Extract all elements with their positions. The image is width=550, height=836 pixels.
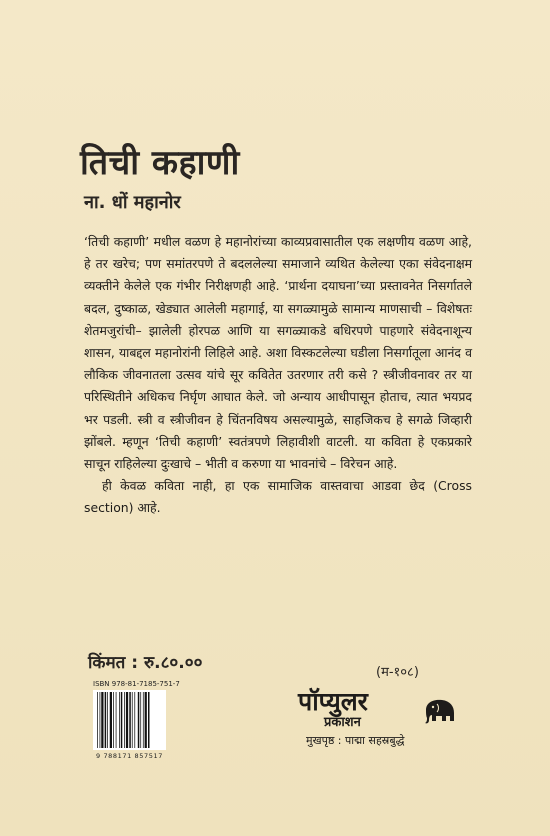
- catalog-code: (म-१०८): [376, 665, 419, 680]
- barcode: [93, 690, 166, 750]
- elephant-icon: [420, 696, 458, 726]
- cover-credit: मुखपृष्ठ : पाद्मा सहस्रबुद्धे: [306, 734, 405, 747]
- publisher-logo: [298, 684, 463, 728]
- book-title: तिची कहाणी: [80, 143, 240, 183]
- publisher-sub: प्रकाशन: [324, 715, 361, 730]
- barcode-bars: [96, 692, 163, 748]
- isbn: ISBN 978-81-7185-751-7: [93, 680, 180, 688]
- price-label: किंमत :: [88, 653, 139, 673]
- blurb-paragraph-2: ही केवळ कविता नाही, हा एक सामाजिक वास्तवाचा आडवा छेद (Cross section) आहे.: [84, 478, 472, 516]
- barcode-number: 9 788171 857517: [96, 752, 163, 760]
- book-author: ना. धों महानोर: [84, 192, 181, 213]
- price-value: रु.८०.००: [143, 653, 203, 673]
- blurb-paragraph-1: ‘तिची कहाणी’ मधील वळण हे महानोरांच्या काव्यप्रवासातील एक लक्षणीय वळण आहे, हे तर खरेच; पण समांतरपणे ते बदललेल्या समाजाने व्यथित केलेल्या एका संवेदनाक्षम व्यक्तीने केलेले एक गंभीर निरीक्षणही आहे. ‘प्रार्थना दयाघना’च्या प्रस्तावनेत निसर्गातले बदल, दुष्काळ, खेड्यात आलेली महागाई, या सगळ्यामुळे सामान्य माणसाची – विशेषतः शेतमजुरांची– झालेली होरपळ आणि या सगळ्याकडे बधिरपणे पाहणारे संवेदनाशून्य शासन, याबद्दल महानोरांनी लिहिले आहे. अशा विस्कटलेल्या घडीला निसर्गातूला आनंद व लौकिक जीवनातला उत्सव यांचे सूर कवितेत उतरणार तरी कसे ? स्त्रीजीवनावर तर या परिस्थितीने अधिकच निर्घृण आघात केले. जो अन्याय आधीपासून होताच, त्यात भयप्रद भर पडली. स्त्री व स्त्रीजीवन हे चिंतनविषय असल्यामुळे, साहजिकच हे सगळे जिव्हारी झोंबले. म्हणून ‘तिची कहाणी’ स्वतंत्रपणे लिहावीशी वाटली. या कविता हे एकप्रकारे साचून राहिलेल्या दुःखाचे – भीती व करुणा या भावनांचे – विरेचन आहे.: [84, 234, 472, 472]
- publisher-name: पॉप्युलर: [298, 687, 368, 716]
- price: [88, 650, 202, 673]
- blurb: [84, 231, 472, 520]
